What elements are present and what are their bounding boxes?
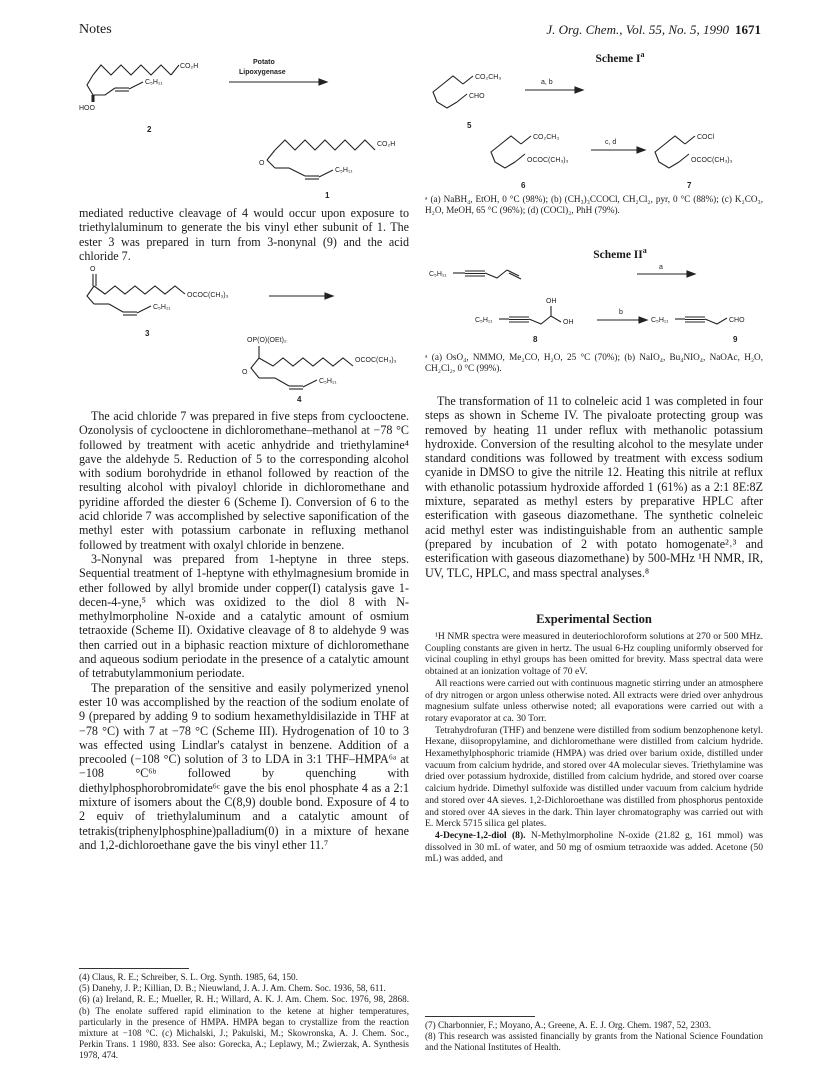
paragraph-enol-ester: The preparation of the sensitive and easily polymerized ynenol ester 10 was accomplished by the reaction of the sodium enolate of 9 (prepared by adding 9 to sodium hexamethyldisilazide in THF at −78 °C) with 7 at −78 °C (Scheme III). Hydrogenation of 10 to 3 was effected using Lindlar's catalyst in benzene. Addition of a precooled (−108 °C) solution of 3 to LDA in 3:1 THF–HMPA⁶ᵃ at −108 °C⁶ᵇ followed by quenching with diethylphosphorobromidate⁶ᶜ gave the bis enol phosphate 4 as a 2:1 mixture of isomers about the C(8,9) double bond. Exposure of 4 to 2 equiv of triethylaluminum and a catalytic amount of tetrakis(triphenylphosphine)palladium(0) in a mixture of hexane and 1,2-dichloroethane gave the bis vinyl ether 11.⁷ — [79, 680, 409, 852]
structure-4-c5h11: C₅H₁₁ — [319, 378, 337, 385]
experimental-paragraph-diol: 4-Decyne-1,2-diol (8). N-Methylmorpholine N-oxide (21.82 g, 161 mmol) was dissolved in 30 mL of water, and 50 mg of osmium tetraoxide was added. Acetone (50 mL) was added, and — [425, 829, 763, 865]
structure-9-c5h11: C₅H₁₁ — [651, 317, 669, 324]
paragraph-acid-chloride: The acid chloride 7 was prepared in five steps from cyclooctene. Ozonolysis of cyclooctene in dichloromethane–methanol at −78 °C followed by treatment with acetic anhydride and triethylamine⁴ gave the aldehyde 5. Reduction of 5 to the corresponding alcohol with sodium borohydride in ethanol followed by reaction of the resulting alcohol with pivaloyl chloride in dichloromethane and pyridine afforded the diester 6 (Scheme I). Conversion of 6 to the acid chloride 7 was accomplished by selective saponification of the methyl ester with potassium carbonate in refluxing methanol followed by treatment with oxalyl chloride in benzene. — [79, 409, 409, 552]
structure-5-ester: CO₂CH₃ — [475, 74, 502, 81]
page-number: 1671 — [735, 22, 761, 37]
running-header-left: Notes — [79, 22, 112, 37]
scheme-2-start-c5h11: C₅H₁₁ — [429, 271, 447, 278]
structure-9-number: 9 — [733, 335, 738, 344]
compound-8-heading: 4-Decyne-1,2-diol (8). — [435, 829, 526, 841]
arrow-cd-label: c, d — [605, 139, 617, 146]
arrow-label-potato: Potato — [253, 59, 275, 66]
scheme-1-title: Scheme $I^a$ — [595, 50, 645, 65]
structure-4-pivaloate: OCOC(CH₃)₃ — [355, 357, 397, 364]
left-intro-paragraph: mediated reductive cleavage of 4 would occur upon exposure to triethylaluminum to generate the bis vinyl ether subunit of 1. The ester 3 was prepared in turn from 3-nonynal (9) and the acid chloride 7. — [79, 206, 409, 263]
structure-7-pivaloate: OCOC(CH₃)₃ — [691, 157, 733, 164]
scheme-2-title: Scheme $II^a$ — [593, 246, 647, 261]
left-body-text — [79, 409, 409, 852]
arrow-a-label: a — [659, 264, 663, 271]
structure-5-cho: CHO — [469, 93, 485, 100]
experimental-paragraph-general: All reactions were carried out with continuous magnetic stirring under an atmosphere of dry nitrogen or argon unless otherwise noted. All extracts were dried over anhydrous magnesium sulfate unless otherwise noted; all evaporations were carried out with a rotary evaporator at ca. 30 Torr. — [425, 677, 763, 724]
structure-2-cooh: CO₂H — [180, 63, 199, 70]
structure-1-cooh: CO₂H — [377, 141, 396, 148]
footnote-8: (8) This research was assisted financially by grants from the National Science Foundation and the National Institutes of Health. — [425, 1031, 763, 1053]
arrow-ab-label: a, b — [541, 79, 553, 86]
structure-4-phosphate: OP(O)(OEt)₂ — [247, 337, 287, 344]
structure-1-number: 1 — [325, 191, 330, 200]
footnote-6: (6) (a) Ireland, R. E.; Mueller, R. H.; Willard, A. K. J. Am. Chem. Soc. 1976, 98, 2868. (b) The enolate suffered rapid elimination to the ketene at higher temperatures, particularly in the presence of HMPA. HMPA began to crystallize from the reaction mixture at −108 °C. (c) Michalski, J.; Pakulski, M.; Skowronska, A. J. Chem. Soc., Perkin Trans. 1 1980, 833. See also: Gorecka, A.; Leplawy, M.; Zwierzak, A. Synthesis 1978, 474. — [79, 994, 409, 1061]
structure-4-number: 4 — [297, 395, 302, 404]
paragraph-nonynal: 3-Nonynal was prepared from 1-heptyne in three steps. Sequential treatment of 1-heptyne with ethylmagnesium bromide in ether followed by allyl bromide under copper(I) catalysis gave 1-decen-4-yne,⁵ which was oxidized to the diol 8 with N-methylmorpholine N-oxide and a catalytic amount of osmium tetraoxide (Scheme II). Oxidative cleavage of 8 to aldehyde 9 was then carried out in a biphasic reaction mixture of dichloromethane and aqueous sodium periodate in the presence of a catalytic amount of tetrabutylammonium periodate. — [79, 551, 409, 681]
structure-8-c5h11: C₅H₁₁ — [475, 317, 493, 324]
structure-3-carbonyl-o: O — [90, 266, 96, 273]
structure-7-cocl: COCl — [697, 134, 715, 141]
structure-1-c5h11: C₅H₁₁ — [335, 167, 353, 174]
footnote-5: (5) Danehy, J. P.; Killian, D. B.; Nieuwland, J. A. J. Am. Chem. Soc. 1936, 58, 611. — [79, 983, 386, 994]
structure-3-pivaloate: OCOC(CH₃)₃ — [187, 292, 229, 299]
structure-6-number: 6 — [521, 181, 526, 190]
footnote-rule-left — [79, 968, 189, 969]
structure-1-oxygen: O — [259, 160, 265, 167]
structure-7-number: 7 — [687, 181, 692, 190]
arrow-label-lipoxygenase: Lipoxygenase — [239, 69, 286, 76]
structure-1-chain — [275, 140, 375, 150]
structure-2-c5h11: C₅H₁₁ — [145, 79, 163, 86]
running-header-right — [546, 22, 761, 38]
structure-2-hoo: HOO — [79, 105, 95, 112]
reaction-3-to-4 — [79, 262, 409, 404]
structure-6-pivaloate: OCOC(CH₃)₃ — [527, 157, 569, 164]
reaction-2-to-1 — [79, 52, 409, 202]
experimental-paragraph-solvents: Tetrahydrofuran (THF) and benzene were distilled from sodium benzophenone ketyl. Hexane, diisopropylamine, and dichloromethane were distilled from calcium hydride. Hexamethylphosphoric triamide (HMPA) was dried over barium oxide, distilled under vacuum from calcium hydride, and stored over 4A molecular sieves. Triethylamine was dried over potassium hydroxide, distilled from calcium hydride, and stored over coarse calcium hydride. Dimethyl sulfoxide was distilled under vacuum from calcium hydride and stored over 4A sieves. 1,2-Dichloroethane was distilled from phosphorus pentoxide and stored over 4A sieves in the dark. Thin layer chromatography was carried out with E. Merck 5715 silica gel plates. — [425, 724, 763, 830]
experimental-paragraph-nmr: ¹H NMR spectra were measured in deuteriochloroform solutions at 270 or 500 MHz. Coupling constants are given in hertz. The usual 6-Hz coupling uniformly observed for vicinal coupling in ethyl groups has been omitted for brevity. Mass spectral data were obtained at an ionization voltage of 70 eV. — [425, 631, 763, 678]
structure-5-number: 5 — [467, 121, 472, 130]
scheme-2-diagram — [425, 258, 763, 348]
experimental-heading: Experimental Section — [536, 612, 652, 626]
experimental-text — [425, 631, 763, 865]
scheme-2-footnote: ᵃ (a) OsO₄, NMMO, Me₂CO, H₂O, 25 °C (70%); (b) NaIO₄, Bu₄NIO₄, NaOAc, H₂O, CH₂Cl₂, 0 °C (99%). — [425, 352, 763, 374]
footnote-rule-right — [425, 1016, 535, 1017]
footnote-4: (4) Claus, R. E.; Schreiber, S. L. Org. Synth. 1985, 64, 150. — [79, 972, 298, 982]
journal-citation: J. Org. Chem., Vol. 55, No. 5, 1990 — [546, 22, 729, 37]
structure-2-chain — [93, 65, 171, 75]
structure-3-c5h11: C₅H₁₁ — [153, 304, 171, 311]
structure-6-ester: CO₂CH₃ — [533, 134, 560, 141]
structure-4-oxygen: O — [242, 369, 248, 376]
structure-9-cho: CHO — [729, 317, 745, 324]
structure-2-number: 2 — [147, 125, 152, 134]
paragraph-transformation: The transformation of 11 to colneleic acid 1 was completed in four steps as shown in Scheme IV. The pivaloate protecting group was removed by heating 11 under reflux with methanolic potassium hydroxide. Conversion of the resulting alcohol to the mesylate under standard conditions was followed by treatment with excess sodium cyanide in DMSO to give the nitrile 12. Heating this nitrile at reflux with ethanolic potassium hydroxide afforded 1 (61%) as a 2:1 8E:8Z mixture, separated as methyl esters by preparative HPLC after esterification with gaseous diazomethane. The synthetic colneleic acid methyl ester was indistinguishable from an authentic sample (prepared by incubation of 2 with potato homogenate²˒³ and esterification with gaseous diazomethane) by 500-MHz ¹H NMR, IR, UV, TLC, HPLC, and mass spectral analyses.⁸ — [425, 394, 763, 580]
structure-3-number: 3 — [145, 329, 150, 338]
arrow-b-label: b — [619, 309, 623, 316]
footnote-7: (7) Charbonnier, F.; Moyano, A.; Greene, A. E. J. Org. Chem. 1987, 52, 2303. — [425, 1020, 712, 1030]
scheme-1-footnote: ᵃ (a) NaBH₄, EtOH, 0 °C (98%); (b) (CH₃)₃CCOCl, CH₂Cl₂, pyr, 0 °C (88%); (c) K₂CO₃, H₂O, MeOH, 65 °C (96%); (d) (COCl)₂, PhH (79%). — [425, 194, 763, 216]
right-footnotes — [425, 1020, 763, 1054]
right-body-text — [425, 394, 763, 580]
structure-8-number: 8 — [533, 335, 538, 344]
structure-8-oh-top: OH — [546, 298, 557, 305]
scheme-1-diagram — [425, 62, 763, 192]
structure-8-oh-end: OH — [563, 319, 574, 326]
left-footnotes — [79, 972, 409, 1062]
